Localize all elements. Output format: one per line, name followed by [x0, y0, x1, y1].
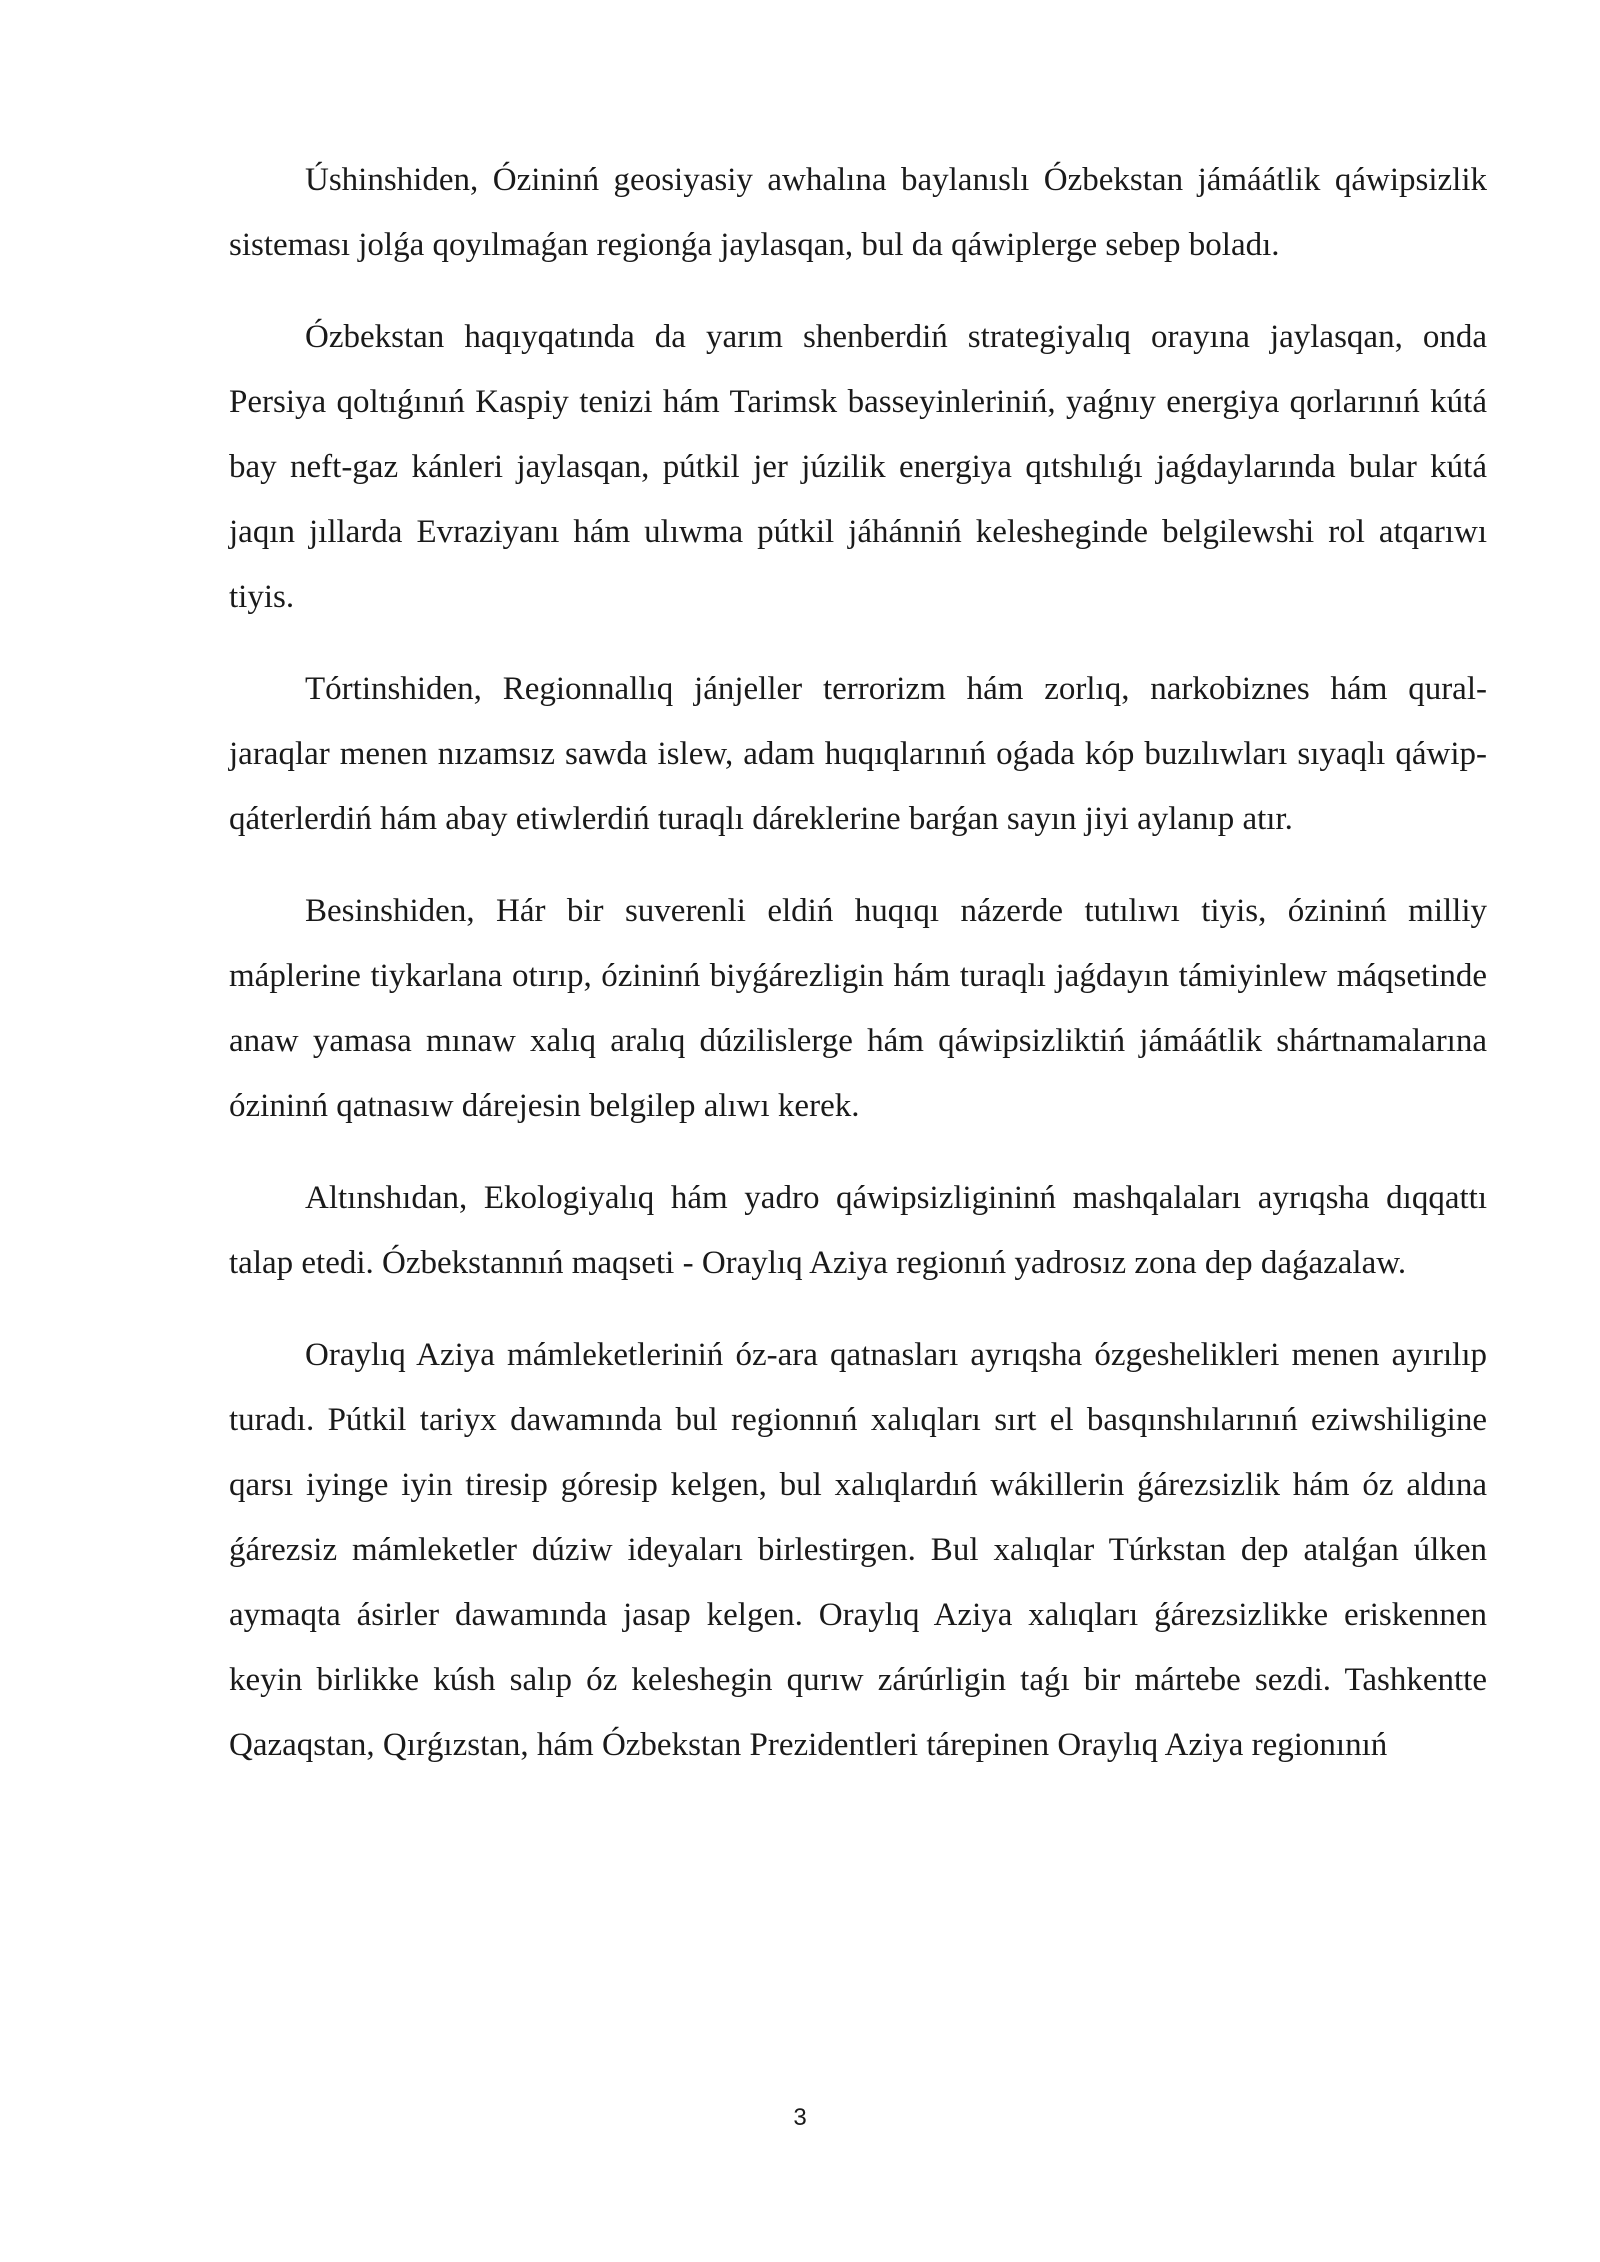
paragraph-5: Altınshıdan, Ekologiyalıq hám yadro qáwipsizligininń mashqalaları ayrıqsha dıqqattı talap etedi. Ózbekstannıń maqseti - Oraylıq Aziya regionıń yadrosız zona dep daǵazalaw.: [229, 1180, 1487, 1281]
paragraph-4: Besinshiden, Hár bir suverenli eldiń huqıqı názerde tutılıwı tiyis, ózininń milliy máplerine tiykarlana otırıp, ózininń biyǵárezligin hám turaqlı jaǵdayın támiyinlew máqsetinde anaw yamasa mınaw xalıq aralıq dúzilislerge hám qáwipsizliktiń jámáátlik shártnamalarına ózininń qatnasıw dárejesin belgilep alıwı kerek.: [229, 893, 1487, 1124]
paragraph-3: Tórtinshiden, Regionnallıq jánjeller terrorizm hám zorlıq, narkobiznes hám qural-jaraqlar menen nızamsız sawda islew, adam huqıqlarınıń oǵada kóp buzılıwları sıyaqlı qáwip-qáterlerdiń hám abay etiwlerdiń turaqlı dáreklerine barǵan sayın jiyi aylanıp atır.: [229, 671, 1487, 837]
paragraph-1: Úshinshiden, Ózininń geosiyasiy awhalına baylanıslı Ózbekstan jámáátlik qáwipsizlik sisteması jolǵa qoyılmaǵan regionǵa jaylasqan, bul da qáwiplerge sebep boladı.: [229, 162, 1487, 263]
paragraph-6: Oraylıq Aziya mámleketleriniń óz-ara qatnasları ayrıqsha ózgeshelikleri menen ayırılıp turadı. Pútkil tariyx dawamında bul regionnıń xalıqları sırt el basqınshılarınıń eziwshiligine qarsı iyinge iyin tiresip góresip kelgen, bul xalıqlardıń wákillerin ǵárezsizlik hám óz aldına ǵárezsiz mámleketler dúziw ideyaları birlestirgen. Bul xalıqlar Túrkstan dep atalǵan úlken aymaqta ásirler dawamında jasap kelgen. Oraylıq Aziya xalıqları ǵárezsizlikke eriskennen keyin birlikke kúsh salıp óz keleshegin qurıw zárúrligin taǵı bir mártebe sezdi. Tashkentte Qazaqstan, Qırǵızstan, hám Ózbekstan Prezidentleri tárepinen Oraylıq Aziya regionınıń: [229, 1337, 1487, 1763]
paragraph-2: Ózbekstan haqıyqatında da yarım shenberdiń strategiyalıq orayına jaylasqan, onda Persiya qoltıǵınıń Kaspiy tenizi hám Tarimsk basseyinleriniń, yaǵnıy energiya qorlarınıń kútá bay neft-gaz kánleri jaylasqan, pútkil jer júzilik energiya qıtshılıǵı jaǵdaylarında bular kútá jaqın jıllarda Evraziyanı hám ulıwma pútkil jáhánniń keleshеginde belgilewshi rol atqarıwı tiyis.: [229, 319, 1487, 615]
page-number: 3: [793, 2104, 807, 2131]
page-body: [229, 148, 1487, 1805]
